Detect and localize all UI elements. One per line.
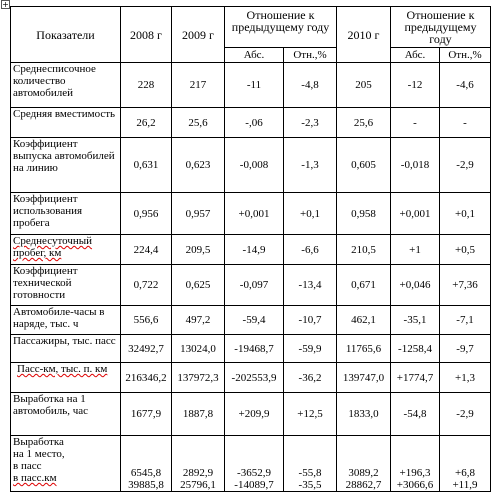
cell-abs-1: -14,9	[225, 235, 284, 265]
table-row-output-per-seat	[11, 436, 491, 492]
cell-pct-2: +0,5	[440, 235, 491, 265]
cell-2010: 1833,0	[337, 393, 391, 436]
cell-2009	[172, 436, 225, 492]
cell-pct-2: -	[440, 108, 491, 138]
row-label: Средняя вместимость	[11, 108, 121, 138]
header-relation-1: Отношение к предыдущему году	[225, 7, 337, 48]
header-abs-1: Абс.	[225, 48, 284, 63]
cell-2008: 0,956	[121, 193, 172, 235]
cell-pct-2: -2,9	[440, 393, 491, 436]
cell-abs-2: -12	[391, 63, 440, 108]
header-pct-2: Отн.,%	[440, 48, 491, 63]
row-label: Коэффициент выпуска автомобилей на линию	[11, 138, 121, 193]
row-label-line: в пасс	[13, 460, 42, 472]
cell-pct-2: -2,9	[440, 138, 491, 193]
cell-pct-2	[440, 436, 491, 492]
cell-2009: 217	[172, 63, 225, 108]
cell-abs-1: +0,001	[225, 193, 284, 235]
cell-value: -55,8	[298, 467, 322, 479]
cell-value: -3652,9	[237, 467, 271, 479]
cell-2010: 205	[337, 63, 391, 108]
cell-pct-2: +1,3	[440, 363, 491, 393]
row-label-line: Выработка	[13, 436, 64, 448]
cell-2010	[337, 436, 391, 492]
cell-abs-2: -35,1	[391, 306, 440, 335]
cell-abs-2: -1258,4	[391, 335, 440, 363]
header-relation-2: Отношение к предыдущему году	[391, 7, 491, 48]
cell-2008: 556,6	[121, 306, 172, 335]
cell-abs-2: -0,018	[391, 138, 440, 193]
header-abs-2: Абс.	[391, 48, 440, 63]
header-2010: 2010 г	[337, 7, 391, 63]
cell-abs-1: +209,9	[225, 393, 284, 436]
cell-abs-1: -11	[225, 63, 284, 108]
cell-2008: 1677,9	[121, 393, 172, 436]
header-2008: 2008 г	[121, 7, 172, 63]
cell-2008: 216346,2	[121, 363, 172, 393]
cell-value: 6545,8	[130, 467, 162, 479]
table-body	[11, 7, 491, 492]
cell-abs-2: +0,046	[391, 265, 440, 306]
table-row	[11, 138, 491, 193]
cell-2009: 13024,0	[172, 335, 225, 363]
cell-2010: 210,5	[337, 235, 391, 265]
cell-2009: 497,2	[172, 306, 225, 335]
row-label: Коэффициент технической готовности	[11, 265, 121, 306]
cell-pct-1: -4,8	[284, 63, 337, 108]
table-row	[11, 265, 491, 306]
header-pct-1: Отн.,%	[284, 48, 337, 63]
row-label-line: в пасс.км	[13, 472, 57, 484]
cell-pct-2: +7,36	[440, 265, 491, 306]
row-label	[11, 363, 121, 393]
cell-pct-1: -2,3	[284, 108, 337, 138]
cell-value: +3066,6	[396, 479, 434, 491]
cell-abs-1: -19468,7	[225, 335, 284, 363]
cell-2008: 228	[121, 63, 172, 108]
cell-pct-1: +0,1	[284, 193, 337, 235]
table-row	[11, 235, 491, 265]
cell-2010: 462,1	[337, 306, 391, 335]
table-row	[11, 193, 491, 235]
cell-pct-1: -59,9	[284, 335, 337, 363]
table-row	[11, 108, 491, 138]
row-label: Выработка на 1 автомобиль, час	[11, 393, 121, 436]
cell-2010: 0,958	[337, 193, 391, 235]
indicators-table	[10, 6, 491, 492]
cell-pct-2: -9,7	[440, 335, 491, 363]
row-label-text: Пасс-км, тыс. п. км	[17, 363, 108, 375]
table-row	[11, 335, 491, 363]
cell-2009: 209,5	[172, 235, 225, 265]
row-label	[11, 235, 121, 265]
cell-abs-1: -0,008	[225, 138, 284, 193]
row-label: Среднесписочное количество автомобилей	[11, 63, 121, 108]
cell-abs-1: -0,097	[225, 265, 284, 306]
cell-abs-1: -202553,9	[225, 363, 284, 393]
cell-value: -14089,7	[234, 479, 274, 491]
cell-pct-1: -13,4	[284, 265, 337, 306]
cell-pct-1: +12,5	[284, 393, 337, 436]
cell-pct-1: -36,2	[284, 363, 337, 393]
cell-pct-1: -6,6	[284, 235, 337, 265]
header-row	[11, 7, 491, 48]
row-label-text: Среднесуточный пробег, км	[13, 235, 93, 259]
cell-2009: 0,625	[172, 265, 225, 306]
cell-abs-2: -54,8	[391, 393, 440, 436]
cell-abs-1	[225, 436, 284, 492]
cell-abs-1: -59,4	[225, 306, 284, 335]
cell-abs-1: -,06	[225, 108, 284, 138]
table-row	[11, 63, 491, 108]
cell-2008: 0,631	[121, 138, 172, 193]
cell-pct-2: -4,6	[440, 63, 491, 108]
cell-2009: 0,623	[172, 138, 225, 193]
cell-value: 25796,1	[180, 479, 216, 491]
cell-value: 3089,2	[348, 467, 379, 479]
cell-2009: 1887,8	[172, 393, 225, 436]
table-row	[11, 306, 491, 335]
cell-value: +6,8	[455, 467, 475, 479]
row-label	[11, 436, 121, 492]
row-label: Коэффициент использования пробега	[11, 193, 121, 235]
cell-2010: 139747,0	[337, 363, 391, 393]
cell-2008: 224,4	[121, 235, 172, 265]
cell-pct-1: -1,3	[284, 138, 337, 193]
cell-2008: 32492,7	[121, 335, 172, 363]
cell-pct-2: -7,1	[440, 306, 491, 335]
header-2009: 2009 г	[172, 7, 225, 63]
row-label: Пассажиры, тыс. пасс	[11, 335, 121, 363]
cell-2009: 137972,3	[172, 363, 225, 393]
cell-pct-1: -10,7	[284, 306, 337, 335]
cell-abs-2: -	[391, 108, 440, 138]
cell-2009: 0,957	[172, 193, 225, 235]
row-label: Автомобиле-часы в наряде, тыс. ч	[11, 306, 121, 335]
cell-2010: 0,605	[337, 138, 391, 193]
cell-2010: 25,6	[337, 108, 391, 138]
cell-2010: 0,671	[337, 265, 391, 306]
cell-value: 28862,7	[345, 479, 382, 491]
cell-value: 2892,9	[182, 467, 214, 479]
table-row	[11, 363, 491, 393]
header-indicator: Показатели	[11, 7, 121, 63]
cell-abs-2: +1774,7	[391, 363, 440, 393]
cell-abs-2: +1	[391, 235, 440, 265]
cell-abs-2	[391, 436, 440, 492]
cell-value: +11,9	[452, 479, 478, 491]
cell-pct-1	[284, 436, 337, 492]
cell-pct-2: +0,1	[440, 193, 491, 235]
cell-value: +196,3	[399, 467, 431, 479]
row-label-line: на 1 место,	[13, 448, 65, 460]
table-move-handle-icon[interactable]: +	[2, 0, 9, 9]
cell-value: 39885,8	[128, 479, 164, 491]
table-row	[11, 393, 491, 436]
cell-2008	[121, 436, 172, 492]
cell-value: -35,5	[298, 479, 322, 491]
cell-2010: 11765,6	[337, 335, 391, 363]
cell-2008: 0,722	[121, 265, 172, 306]
cell-2008: 26,2	[121, 108, 172, 138]
cell-abs-2: +0,001	[391, 193, 440, 235]
cell-2009: 25,6	[172, 108, 225, 138]
